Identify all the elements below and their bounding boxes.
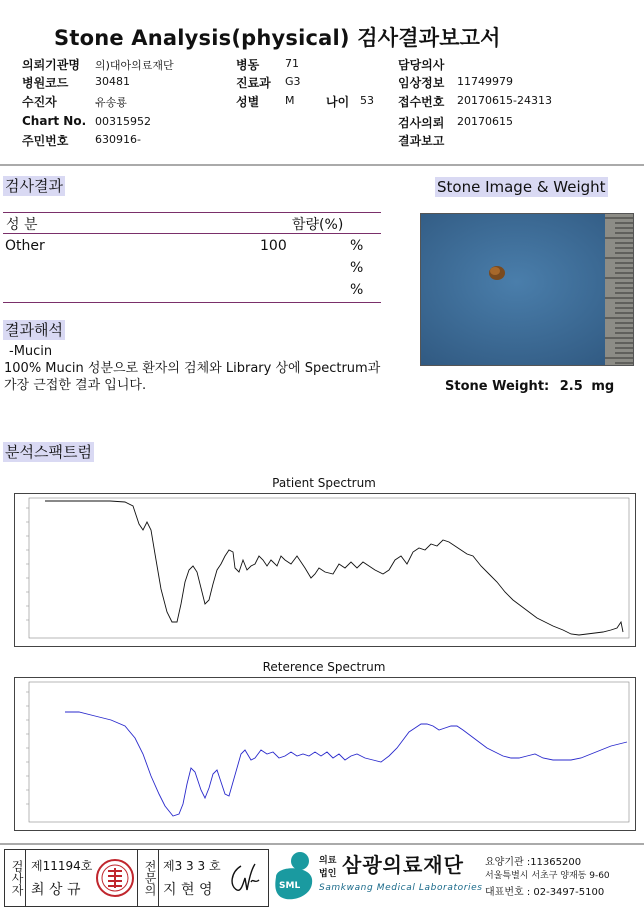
logo-text: SML [279, 881, 301, 891]
info-value-ward: 71 [285, 57, 299, 70]
stone-heading: Stone Image & Weight [437, 178, 606, 196]
info-value-department: G3 [285, 75, 301, 88]
examiner-number: 제11194호 [31, 859, 93, 873]
report-title: Stone Analysis(physical) 검사결과보고서 [54, 26, 501, 50]
results-heading: 검사결과 [5, 177, 63, 195]
examiner-seal-icon [95, 858, 135, 898]
info-label-clinical-info: 임상정보 [398, 76, 445, 90]
info-value-sex: M [285, 94, 295, 107]
org-phone: 대표번호 : 02-3497-5100 [485, 887, 605, 898]
header-divider [0, 164, 644, 166]
interpretation-line-1: -Mucin [9, 344, 53, 359]
info-label-doctor: 담당의사 [398, 58, 445, 72]
result-row-unit: % [350, 282, 364, 298]
patient-spectrum-chart [15, 494, 635, 646]
result-row-value: 100 [260, 238, 287, 254]
info-label-chart-no: Chart No. [22, 114, 87, 128]
specialist-label: 전문의 [137, 850, 159, 906]
info-label-patient: 수진자 [22, 95, 57, 109]
org-label-1: 의료 [319, 856, 337, 866]
info-label-result-report: 결과보고 [398, 134, 445, 148]
results-col-component: 성 분 [6, 217, 38, 233]
info-label-resident-no: 주민번호 [22, 134, 69, 148]
results-table-top-rule [3, 212, 381, 213]
org-address: 서울특별시 서초구 양재동 9-60 [485, 871, 610, 881]
info-value-patient: 유송룡 [95, 96, 127, 109]
stone-weight-value: 2.5 [559, 379, 583, 394]
info-value-chart-no: 00315952 [95, 115, 151, 128]
org-code: 요양기관 :11365200 [485, 857, 582, 868]
specialist-signature-icon [225, 860, 263, 898]
org-label-2: 법인 [319, 869, 337, 879]
info-value-hospital-code: 30481 [95, 75, 130, 88]
info-value-age: 53 [360, 94, 374, 107]
info-label-request-date: 검사의뢰 [398, 116, 445, 130]
result-row-unit: % [350, 238, 364, 254]
result-row-name: Other [5, 238, 45, 254]
org-name: 삼광의료재단 [342, 853, 464, 877]
results-col-amount: 함량(%) [292, 217, 344, 233]
results-table-bottom-rule [3, 302, 381, 303]
interpretation-heading: 결과해석 [5, 321, 63, 339]
stone-photo-icon [421, 214, 633, 365]
info-value-request-date: 20170615 [457, 115, 513, 128]
result-row-unit: % [350, 260, 364, 276]
reference-spectrum-plot [14, 677, 636, 831]
footer-divider [0, 843, 644, 845]
reference-spectrum-chart [15, 678, 635, 830]
examiner-label: 검사자 [5, 850, 26, 906]
patient-spectrum-plot [14, 493, 636, 647]
specialist-name: 지 현 영 [163, 882, 213, 898]
results-table-header-rule [3, 233, 381, 234]
stone-weight [445, 379, 614, 394]
info-label-hospital-code: 병원코드 [22, 76, 69, 90]
info-value-clinical-info: 11749979 [457, 75, 513, 88]
info-label-institution: 의뢰기관명 [22, 58, 80, 72]
signature-box [4, 849, 269, 907]
org-english-name: Samkwang Medical Laboratories [319, 883, 483, 893]
stone-image [420, 213, 634, 366]
reference-spectrum-title: Reterence Spectrum [262, 660, 386, 674]
interpretation-line-2: 100% Mucin 성분으로 환자의 검체와 Library 상에 Spectrum과 [4, 361, 381, 376]
examiner-name: 최 상 규 [31, 882, 81, 898]
info-label-ward: 병동 [236, 58, 260, 72]
stone-weight-unit: mg [591, 379, 615, 394]
sml-logo-icon [270, 849, 316, 903]
info-label-receipt-no: 접수번호 [398, 95, 445, 109]
info-label-sex: 성별 [236, 95, 260, 109]
patient-info [22, 56, 622, 152]
specialist-number: 제3 3 3 호 [163, 859, 221, 873]
info-value-institution: 의)대아의료재단 [95, 59, 174, 72]
interpretation-line-3: 가장 근접한 결과 입니다. [4, 378, 147, 393]
stone-weight-label: Stone Weight: [445, 379, 550, 394]
info-value-receipt-no: 20170615-24313 [457, 94, 552, 107]
spectrum-heading: 분석스팩트럼 [5, 443, 92, 461]
info-label-age: 나이 [326, 95, 350, 109]
info-label-department: 진료과 [236, 76, 271, 90]
patient-spectrum-title: Patient Spectrum [272, 476, 376, 490]
info-value-resident-no: 630916- [95, 133, 141, 146]
organization-block [270, 849, 642, 907]
